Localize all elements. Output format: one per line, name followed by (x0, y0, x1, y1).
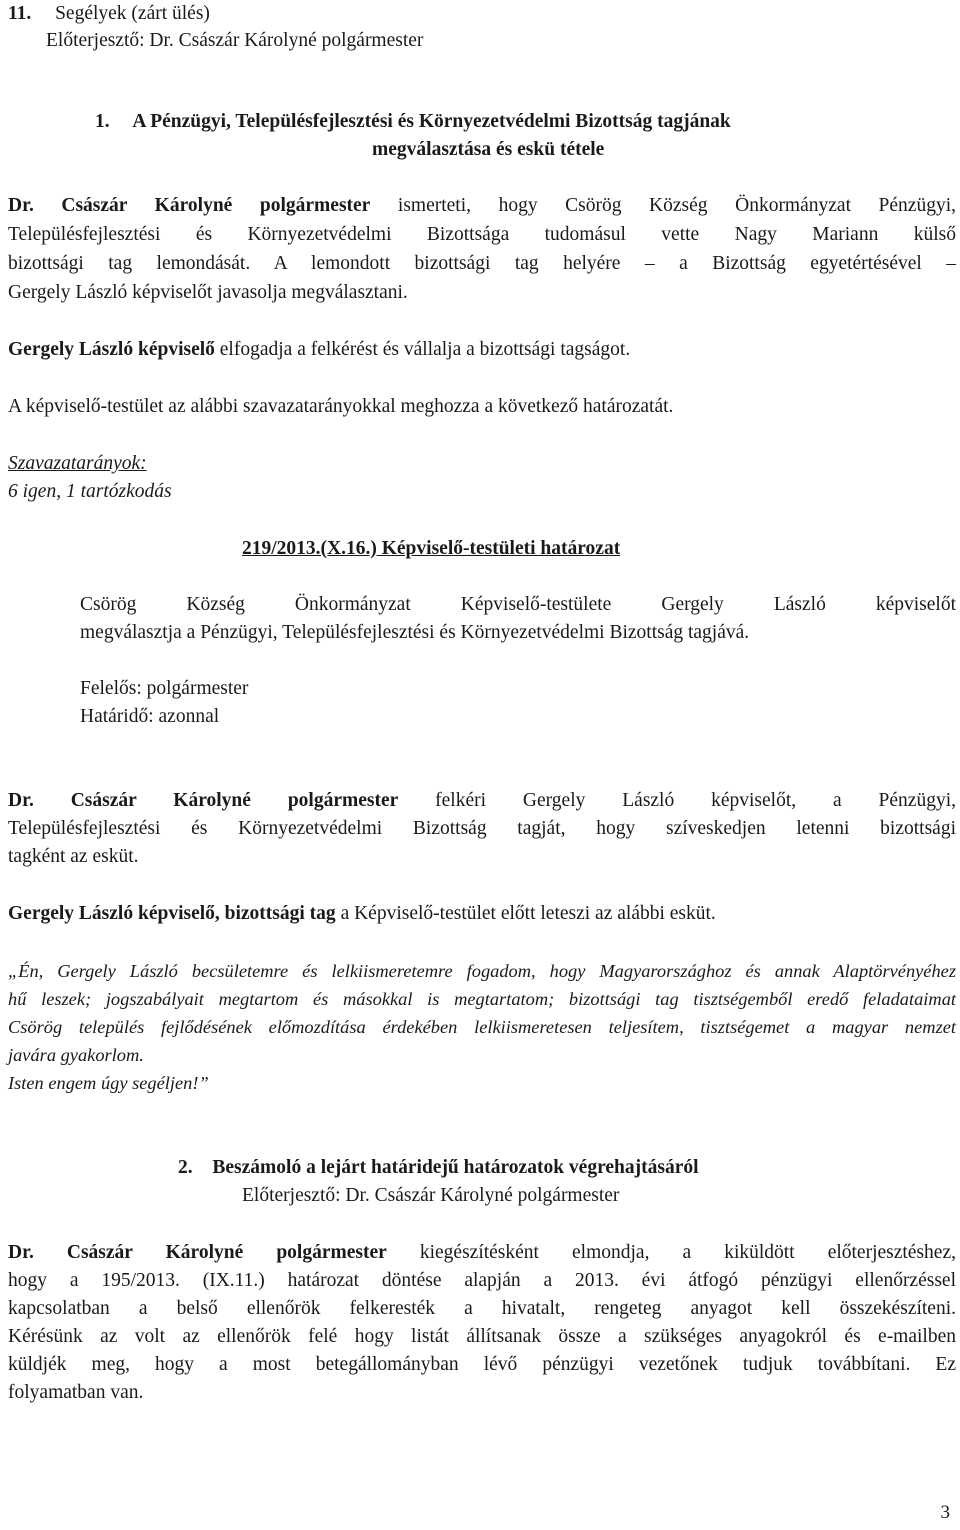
speaker-name: Dr. Császár Károlyné polgármester (8, 1242, 387, 1263)
paragraph-line: küldjék meg, hogy a most betegállományban lévő pénzügyi vezetőnek tudjuk továbbítani. Ez (8, 1354, 956, 1375)
paragraph-line: Településfejlesztési és Környezetvédelmi Bizottsága tudomásul vette Nagy Mariann külső (8, 224, 956, 245)
section-title: Beszámoló a lejárt határidejű határozatok végrehajtásáról (212, 1157, 699, 1178)
resolution-text: megválasztja a Pénzügyi, Településfejlesztési és Környezetvédelmi Bizottság tagjává. (80, 622, 750, 643)
text-span: bizottsági tag lemondását. (8, 253, 251, 274)
section-number: 2. (178, 1157, 193, 1178)
oath-line: „Én, Gergely László becsületemre és lelkiismeretemre fogadom, hogy Magyarországhoz és annak Alaptörvényéhez (8, 961, 956, 981)
speaker-name: Dr. Császár Károlyné polgármester (8, 790, 399, 811)
oath-line: Isten engem úgy segéljen!” (8, 1073, 209, 1093)
paragraph-line: tagként az esküt. (8, 846, 139, 867)
vote-value: 6 igen, 1 tartózkodás (8, 481, 172, 502)
agenda-item-11 (8, 1, 210, 27)
paragraph-line: A képviselő-testület az alábbi szavazatarányokkal meghozza a következő határozatát. (8, 396, 674, 417)
paragraph-line: hogy a 195/2013. (IX.11.) határozat döntése alapján a 2013. évi átfogó pénzügyi ellenőrzéssel (8, 1270, 956, 1291)
section-presenter: Előterjesztő: Dr. Császár Károlyné polgármester (242, 1185, 620, 1206)
paragraph-line (8, 251, 956, 277)
item-number: 11. (8, 3, 32, 24)
text-span: kiegészítésként elmondja, a kiküldött előterjesztéshez, (386, 1242, 956, 1263)
speaker-name: Gergely László képviselő (8, 339, 215, 360)
text-span: elfogadja a felkérést és vállalja a bizottsági tagságot. (214, 339, 631, 360)
paragraph-line: kapcsolatban a belső ellenőrök felkeresték a hivatalt, rengeteg anyagot kell összekészíteni. (8, 1298, 956, 1319)
paragraph-line (8, 337, 630, 363)
responsible: Felelős: polgármester (80, 678, 249, 699)
speaker-name: Dr. Császár Károlyné polgármester (8, 195, 371, 216)
section-1-heading (95, 109, 731, 135)
oath-line: hű leszek; jogszabályait megtartom és másokkal is megtartatom; bizottsági tag tisztségemből eredő feladataimat (8, 989, 956, 1009)
text-span: a Képviselő-testület előtt leteszi az alábbi esküt. (335, 903, 716, 924)
paragraph-line (8, 193, 956, 219)
vote-label: Szavazatarányok: (8, 453, 147, 474)
paragraph-line (8, 1240, 956, 1266)
deadline: Határidő: azonnal (80, 706, 220, 727)
resolution-heading: 219/2013.(X.16.) Képviselő-testületi határozat (242, 538, 621, 559)
section-2-heading (178, 1155, 699, 1181)
paragraph-line (8, 901, 716, 927)
paragraph-line (8, 788, 956, 814)
page-number: 3 (940, 1502, 950, 1523)
section-title-line2: megválasztása és eskü tétele (372, 139, 605, 160)
oath-line: javára gyakorlom. (8, 1045, 144, 1065)
text-span: A lemondott bizottsági tag helyére – a Bizottság egyetértésével – (273, 253, 956, 274)
section-number: 1. (95, 111, 110, 132)
section-title: A Pénzügyi, Településfejlesztési és Környezetvédelmi Bizottság tagjának (132, 111, 731, 132)
resolution-text: Csörög Község Önkormányzat Képviselő-testülete Gergely László képviselőt (80, 594, 956, 615)
item-presenter: Előterjesztő: Dr. Császár Károlyné polgármester (46, 30, 424, 51)
text-span: felkéri Gergely László képviselőt, a Pénzügyi, (398, 790, 956, 811)
paragraph-line: Településfejlesztési és Környezetvédelmi Bizottság tagját, hogy szíveskedjen letenni bizottsági (8, 818, 956, 839)
text-span: ismerteti, hogy Csörög Község Önkormányzat Pénzügyi, (370, 195, 956, 216)
paragraph-line: Kérésünk az volt az ellenőrök felé hogy listát állítsanak össze a szükséges anyagokról és e-mailben (8, 1326, 956, 1347)
speaker-name: Gergely László képviselő, bizottsági tag (8, 903, 336, 924)
paragraph-line: folyamatban van. (8, 1382, 144, 1403)
item-title: Segélyek (zárt ülés) (55, 3, 210, 24)
oath-line: Csörög település fejlődésének előmozdítása érdekében lelkiismeretesen teljesítem, tisztségemet a magyar nemzet (8, 1017, 956, 1037)
paragraph-line: Gergely László képviselőt javasolja megválasztani. (8, 282, 408, 303)
